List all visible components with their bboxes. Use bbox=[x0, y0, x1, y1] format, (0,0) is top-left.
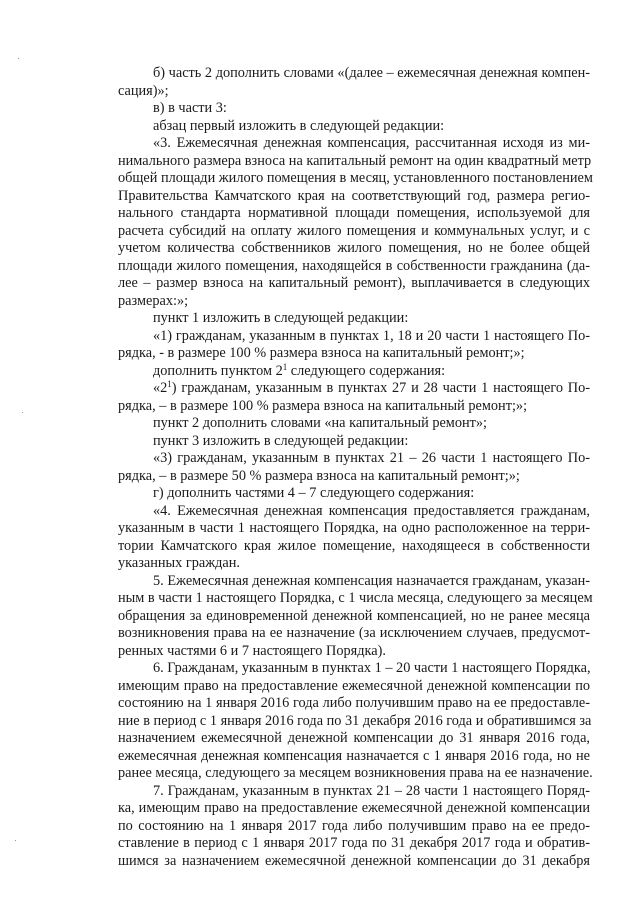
document-line bbox=[118, 135, 590, 153]
document-line bbox=[118, 205, 590, 223]
line-text-continued: следующего содержания: bbox=[287, 362, 446, 379]
document-line bbox=[118, 65, 590, 83]
document-line bbox=[118, 678, 590, 696]
document-line bbox=[118, 538, 590, 556]
document-line bbox=[118, 275, 590, 293]
line-text: абзац первый изложить в следующей редакции: bbox=[153, 117, 445, 134]
document-line bbox=[118, 345, 590, 363]
line-text: ным в части 1 настоящего Порядка, с 1 числа месяца, следующего за месяцем bbox=[118, 590, 593, 606]
document-line bbox=[118, 783, 590, 801]
document-line bbox=[118, 223, 590, 241]
line-text: пункт 1 изложить в следующей редакции: bbox=[153, 310, 409, 326]
document-line bbox=[118, 380, 590, 398]
line-text: б) часть 2 дополнить словами «(далее – ежемесячная денежная компен- bbox=[153, 65, 590, 81]
line-text: ренных частями 6 и 7 настоящего Порядка). bbox=[118, 642, 386, 659]
line-text: рядка, – в размере 100 % размера взноса на капитальный ремонт;»; bbox=[118, 397, 528, 414]
document-line bbox=[118, 415, 590, 433]
line-text: пункт 2 дополнить словами «на капитальный ремонт»; bbox=[153, 415, 488, 431]
document-line bbox=[118, 555, 590, 573]
document-line bbox=[118, 730, 590, 748]
line-text-continued: ) гражданам, указанным в пунктах 27 и 28 части 1 настоящего По- bbox=[171, 380, 590, 396]
line-text: Правительства Камчатского края на соответствующий год, размера регио- bbox=[118, 187, 590, 204]
document-line bbox=[118, 520, 590, 538]
line-text: назначением ежемесячной денежной компенсации до 31 января 2016 года, bbox=[118, 730, 590, 746]
document-line bbox=[118, 398, 590, 416]
line-text: «3) гражданам, указанным в пунктах 21 – 26 части 1 настоящего По- bbox=[153, 450, 590, 466]
line-text: состоянию на 1 января 2016 года либо получившим право на ее предоставле- bbox=[118, 695, 590, 711]
line-text: рядка, – в размере 50 % размера взноса на капитальный ремонт;»; bbox=[118, 467, 520, 484]
document-line bbox=[118, 83, 590, 101]
line-text: дополнить пунктом 2 bbox=[153, 362, 283, 379]
line-text: указанным в части 1 настоящего Порядка, на одно расположенное на терри- bbox=[118, 520, 590, 536]
document-line bbox=[118, 713, 590, 731]
line-text: размерах:»; bbox=[118, 292, 189, 309]
line-text: г) дополнить частями 4 – 7 следующего содержания: bbox=[153, 485, 475, 501]
scan-speck bbox=[18, 58, 19, 59]
line-text: нального стандарта нормативной площади помещения, используемой для bbox=[118, 205, 590, 221]
document-line bbox=[118, 608, 590, 626]
line-text: ранее месяца, следующего за месяцем возникновения права на ее назначение. bbox=[118, 765, 593, 781]
line-text: нимального размера взноса на капитальный ремонт на один квадратный метр bbox=[118, 152, 592, 169]
line-text: имеющим право на предоставление ежемесячной денежной компенсации по bbox=[118, 677, 590, 694]
line-text: «1) гражданам, указанным в пунктах 1, 18 и 20 части 1 настоящего По- bbox=[153, 327, 590, 344]
line-text: общей площади жилого помещения в месяц, установленного постановлением bbox=[118, 170, 593, 186]
document-line bbox=[118, 485, 590, 503]
line-text: лее – размер взноса на капитальный ремонт), выплачивается в следующих bbox=[118, 275, 590, 291]
document-line bbox=[118, 100, 590, 118]
document-line bbox=[118, 118, 590, 136]
document-line bbox=[118, 660, 590, 678]
line-text: 7. Гражданам, указанным в пунктах 21 – 28 части 1 настоящего Поряд- bbox=[153, 782, 590, 799]
line-text: расчета субсидий на оплату жилого помещения и коммунальных услуг, и с bbox=[118, 222, 590, 239]
document-line bbox=[118, 573, 590, 591]
superscript: 1 bbox=[282, 361, 288, 372]
line-text: рядка, - в размере 100 % размера взноса на капитальный ремонт;»; bbox=[118, 345, 525, 361]
superscript: 1 bbox=[167, 379, 172, 389]
document-line bbox=[118, 240, 590, 258]
line-text: обращения за единовременной денежной компенсацией, но не ранее месяца bbox=[118, 607, 590, 624]
document-line bbox=[118, 170, 593, 188]
document-line bbox=[118, 818, 590, 836]
line-text: возникновения права на ее назначение (за исключением случаев, предусмот- bbox=[118, 625, 590, 641]
document-line bbox=[118, 433, 590, 451]
line-text: «2 bbox=[153, 380, 168, 396]
scan-speck bbox=[22, 412, 23, 413]
document-line bbox=[118, 310, 590, 328]
document-line bbox=[118, 328, 590, 346]
document-line bbox=[118, 153, 590, 171]
line-text: 5. Ежемесячная денежная компенсация назначается гражданам, указан- bbox=[153, 572, 590, 589]
scan-speck bbox=[15, 840, 16, 841]
line-text: пункт 3 изложить в следующей редакции: bbox=[153, 432, 409, 449]
line-text: сация)»; bbox=[118, 82, 169, 99]
line-text: ставление в период с 1 января 2017 года по 31 декабря 2017 года и обратив- bbox=[118, 835, 590, 851]
document-line bbox=[118, 363, 590, 381]
line-text: тории Камчатского края жилое помещение, находящееся в собственности bbox=[118, 537, 590, 554]
line-text: по состоянию на 1 января 2017 года либо получившим право на ее предо- bbox=[118, 817, 590, 834]
line-text: ежемесячная денежная компенсация назначается с 1 января 2016 года, но не bbox=[118, 747, 590, 764]
line-text: в) в части 3: bbox=[153, 100, 227, 116]
document-line bbox=[118, 695, 590, 713]
document-line bbox=[118, 468, 590, 486]
line-text: ка, имеющим право на предоставление ежемесячной денежной компенсации bbox=[118, 800, 590, 816]
line-text: «4. Ежемесячная денежная компенсация предоставляется гражданам, bbox=[153, 502, 590, 519]
document-body bbox=[118, 65, 593, 870]
document-line bbox=[118, 258, 590, 276]
line-text: учетом количества собственников жилого помещения, но не более общей bbox=[118, 240, 590, 256]
document-line bbox=[118, 643, 590, 661]
line-text: указанных граждан. bbox=[118, 555, 240, 571]
document-line bbox=[118, 800, 590, 818]
document-line bbox=[118, 293, 590, 311]
document-line bbox=[118, 503, 590, 521]
line-text: «3. Ежемесячная денежная компенсация, рассчитанная исходя из ми- bbox=[153, 135, 590, 151]
line-text: 6. Гражданам, указанным в пунктах 1 – 20 части 1 настоящего Порядка, bbox=[153, 660, 591, 676]
line-text: площади жилого помещения, находящейся в собственности гражданина (да- bbox=[118, 257, 590, 274]
line-text: ние в период с 1 января 2016 года по 31 декабря 2016 года и обратившимся за bbox=[118, 712, 592, 729]
document-line bbox=[118, 188, 590, 206]
document-line bbox=[118, 625, 590, 643]
document-line bbox=[118, 853, 590, 871]
line-text: шимся за назначением ежемесячной денежной компенсации до 31 декабря bbox=[118, 852, 590, 869]
document-line bbox=[118, 835, 590, 853]
document-line bbox=[118, 590, 593, 608]
document-line bbox=[118, 450, 590, 468]
document-line bbox=[118, 748, 590, 766]
document-line bbox=[118, 765, 593, 783]
